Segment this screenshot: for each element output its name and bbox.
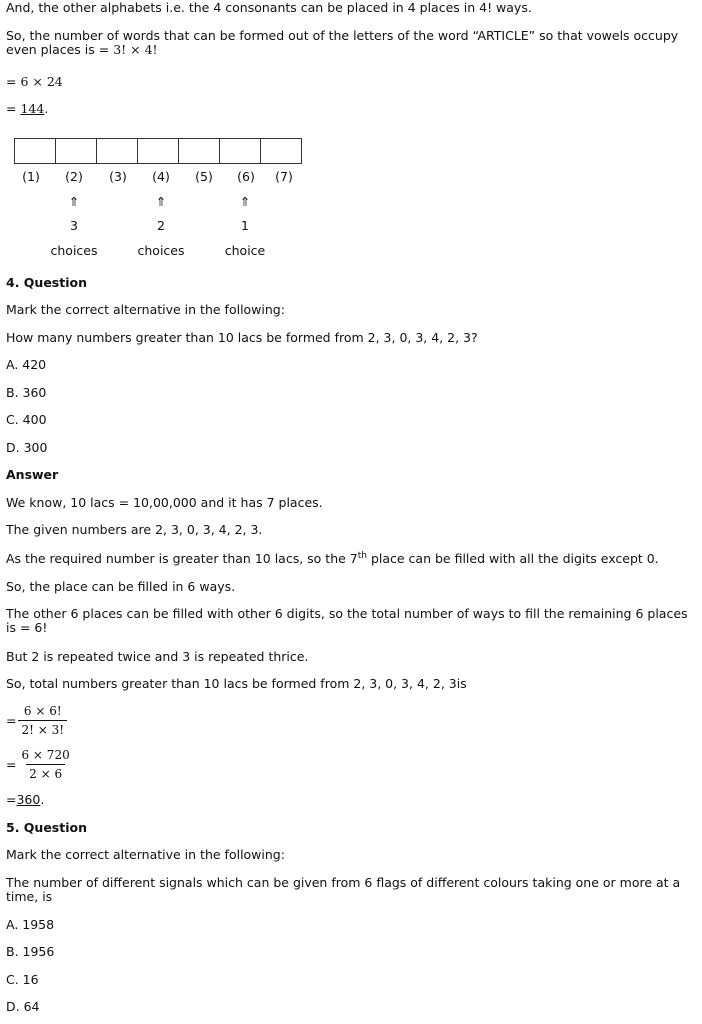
- position-label: (1): [22, 169, 40, 184]
- position-label: (4): [152, 169, 170, 184]
- choice-count: 2: [157, 218, 165, 233]
- answer-line-1: We know, 10 lacs = 10,00,000 and it has 7 places.: [6, 495, 323, 510]
- place-box: [14, 138, 56, 164]
- intro-line-2: [6, 29, 696, 57]
- intro-eq-3: [6, 102, 48, 116]
- answer-line-3: [6, 552, 659, 566]
- choice-count: 1: [241, 218, 249, 233]
- choice-label: choice: [224, 243, 266, 258]
- q4-result-prefix: =: [6, 792, 17, 807]
- position-label: (2): [65, 169, 83, 184]
- position-label: (5): [195, 169, 213, 184]
- q4-question: How many numbers greater than 10 lacs be formed from 2, 3, 0, 3, 4, 2, 3?: [6, 330, 478, 345]
- q4-result: [6, 793, 44, 807]
- fraction-2-equals: =: [6, 757, 17, 772]
- q5-option-b: B. 1956: [6, 944, 55, 959]
- fraction-2-numerator: 6 × 720: [21, 748, 70, 762]
- intro-eq-3-suffix: .: [44, 101, 49, 116]
- answer-line-2: The given numbers are 2, 3, 0, 3, 4, 2, 3.: [6, 522, 263, 537]
- place-box: [137, 138, 179, 164]
- intro-line-1: And, the other alphabets i.e. the 4 consonants can be placed in 4 places in 4! ways.: [6, 0, 532, 15]
- place-box: [260, 138, 302, 164]
- fraction-2-denominator: 2 × 6: [26, 764, 65, 781]
- place-box: [96, 138, 138, 164]
- place-box: [178, 138, 220, 164]
- q5-option-c: C. 16: [6, 972, 39, 987]
- q4-option-b: B. 360: [6, 385, 47, 400]
- answer-line-6: But 2 is repeated twice and 3 is repeated thrice.: [6, 649, 309, 664]
- position-label: (7): [275, 169, 293, 184]
- up-arrow-icon: ⇑: [155, 194, 167, 209]
- q5-heading: 5. Question: [6, 820, 87, 835]
- fraction-1: [6, 704, 67, 737]
- answer-line-4: So, the place can be filled in 6 ways.: [6, 579, 236, 594]
- position-label: (6): [237, 169, 255, 184]
- q4-heading: 4. Question: [6, 275, 87, 290]
- answer-line-3-pre: As the required number is greater than 10 lacs, so the 7: [6, 551, 358, 566]
- fraction-1-numerator: 6 × 6!: [23, 704, 62, 718]
- q4-option-d: D. 300: [6, 440, 48, 455]
- place-box: [55, 138, 97, 164]
- intro-eq-2: = 6 × 24: [6, 74, 63, 89]
- intro-eq-1: = 3! × 4!: [98, 42, 158, 57]
- answer-line-5: The other 6 places can be filled with other 6 digits, so the total number of ways to fill the remaining 6 places is = 6!: [6, 606, 688, 635]
- intro-eq-3-value: 144: [20, 101, 45, 116]
- answer-line-7: So, total numbers greater than 10 lacs be formed from 2, 3, 0, 3, 4, 2, 3is: [6, 676, 467, 691]
- choice-label: choices: [137, 243, 185, 258]
- q5-instruction: Mark the correct alternative in the following:: [6, 847, 285, 862]
- q4-result-suffix: .: [40, 792, 45, 807]
- choice-label: choices: [50, 243, 98, 258]
- fraction-1-equals: =: [6, 713, 17, 728]
- q5-option-a: A. 1958: [6, 917, 55, 932]
- answer-heading: Answer: [6, 467, 59, 482]
- fraction-1-denominator: 2! × 3!: [18, 720, 67, 737]
- answer-line-3-post: place can be filled with all the digits except 0.: [366, 551, 659, 566]
- answer-line-3-sup: th: [357, 550, 367, 561]
- fraction-2: [6, 748, 73, 781]
- place-boxes: [14, 138, 302, 164]
- q4-result-value: 360: [16, 792, 41, 807]
- position-label: (3): [109, 169, 127, 184]
- intro-eq-3-prefix: =: [6, 101, 21, 116]
- q5-option-d: D. 64: [6, 999, 40, 1014]
- up-arrow-icon: ⇑: [68, 194, 80, 209]
- intro-line-2-text: So, the number of words that can be formed out of the letters of the word “ARTICLE” so that vowels occupy even places is: [6, 28, 679, 57]
- q4-option-c: C. 400: [6, 412, 47, 427]
- choice-count: 3: [70, 218, 78, 233]
- q4-option-a: A. 420: [6, 357, 47, 372]
- up-arrow-icon: ⇑: [239, 194, 251, 209]
- q4-instruction: Mark the correct alternative in the following:: [6, 302, 285, 317]
- q5-question: The number of different signals which can be given from 6 flags of different colours taking one or more at a time, is: [6, 875, 681, 904]
- place-box: [219, 138, 261, 164]
